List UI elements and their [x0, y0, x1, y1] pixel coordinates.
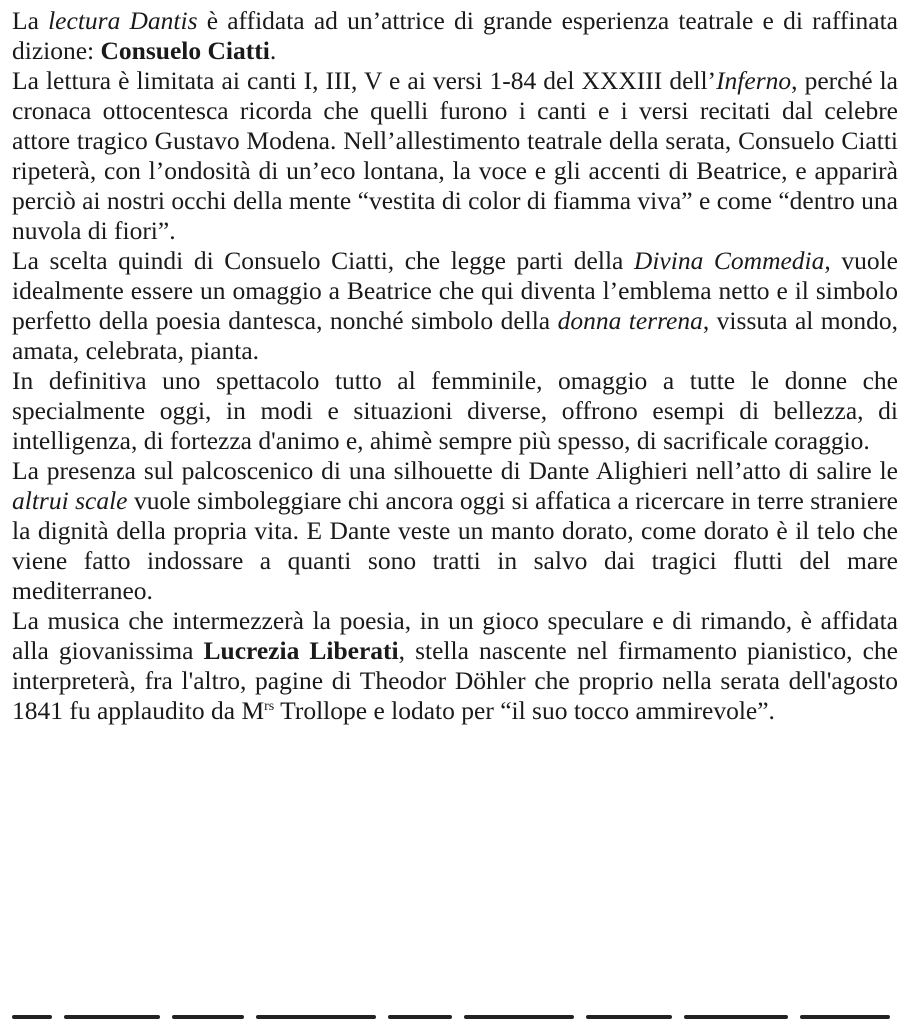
italic-text: Inferno: [716, 66, 792, 95]
text-run: La lettura è limitata ai canti I, III, V e ai versi 1-84 del XXXIII dell’: [12, 66, 717, 95]
paragraph-5: [12, 456, 898, 606]
bold-name: Lucrezia Liberati: [203, 636, 399, 665]
paragraph-3: [12, 246, 898, 366]
italic-text: altrui scale: [12, 486, 128, 515]
paragraph-6: [12, 606, 898, 726]
text-run: .: [269, 36, 277, 65]
text-run: vuole simboleggiare chi ancora oggi si affatica a ricercare in terre straniere la dignità della propria vita. E Dante veste un manto dorato, come dorato è il telo che viene fatto indossare a quanti sono tratti in salvo dai tragici flutti del mare mediterraneo.: [12, 486, 898, 605]
paragraph-1: [12, 6, 898, 66]
bold-name: Consuelo Ciatti: [100, 36, 270, 65]
text-run: Trollope e lodato per “il suo tocco ammirevole”.: [274, 696, 775, 725]
text-run: , vuole idealmente essere un omaggio a Beatrice che qui diventa l’emblema netto e il simbolo perfetto della poesia dantesca, nonché simbolo della: [12, 246, 898, 335]
superscript: rs: [264, 699, 275, 714]
paragraph-2: [12, 66, 898, 246]
paragraph-4: [12, 366, 898, 456]
text-run: In definitiva uno spettacolo tutto al femminile, omaggio a tutte le donne che specialmente oggi, in modi e situazioni diverse, offrono esempi di bellezza, di intelligenza, di fortezza d'animo e, ahimè sempre più spesso, di sacrificale coraggio.: [12, 366, 898, 455]
text-run: , stella nascente nel firmamento pianistico, che interpreterà, fra l'altro, pagine di Theodor Döhler che proprio nella serata dell'agosto 1841 fu applaudito da M: [12, 636, 898, 725]
document-body: [12, 6, 898, 726]
text-run: , perché la cronaca ottocentesca ricorda che quelli furono i canti e i versi recitati dal celebre attore tragico Gustavo Modena. Nell’allestimento teatrale della serata, Consuelo Ciatti ripeterà, con l’ondosità di un’eco lontana, la voce e gli accenti di Beatrice, e apparirà perciò ai nostri occhi della mente “vestita di color di fiamma viva” e come “dentro una nuvola di fiori”.: [12, 66, 898, 245]
text-run: La scelta quindi di Consuelo Ciatti, che legge parti della: [12, 246, 634, 275]
text-run: è affidata ad un’attrice di grande esperienza teatrale e di raffinata dizione:: [12, 6, 898, 65]
cropped-next-line: [12, 1011, 898, 1024]
italic-text: donna terrena: [557, 306, 703, 335]
italic-text: lectura Dantis: [48, 6, 198, 35]
text-run: La: [12, 6, 49, 35]
text-run: , vissuta al mondo, amata, celebrata, pianta.: [12, 306, 899, 365]
text-run: La musica che intermezzerà la poesia, in un gioco speculare e di rimando, è affidata alla giovanissima: [12, 606, 898, 665]
italic-text: Divina Commedia: [633, 246, 825, 275]
text-run: La presenza sul palcoscenico di una silhouette di Dante Alighieri nell’atto di salire le: [12, 456, 898, 485]
